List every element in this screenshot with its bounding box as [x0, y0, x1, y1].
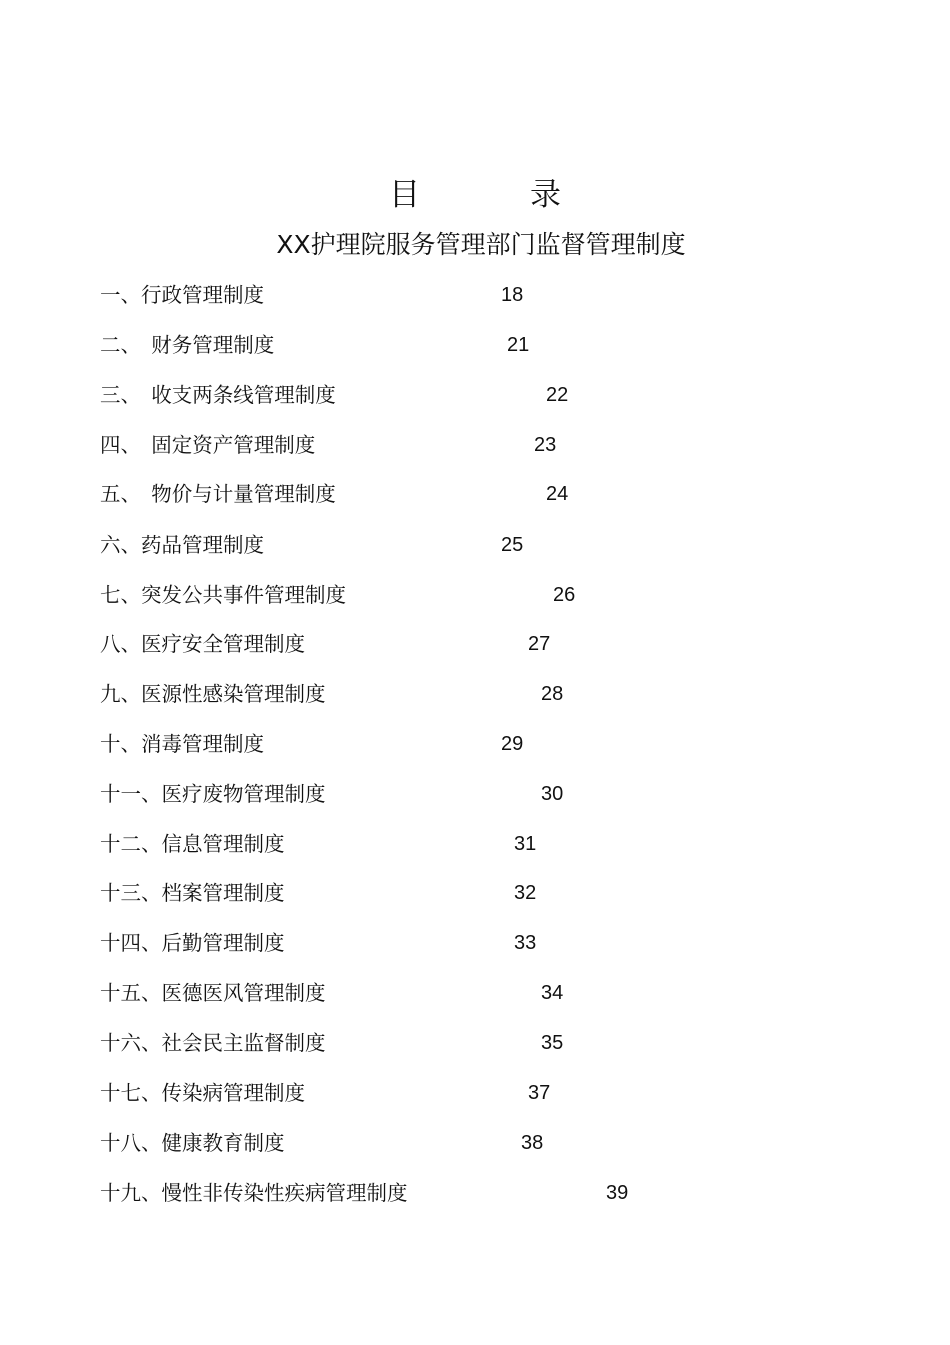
toc-entry-title: 九、医源性感染管理制度: [100, 682, 326, 706]
toc-entry-title: 四、 固定资产管理制度: [100, 433, 316, 457]
toc-entry-title: 一、行政管理制度: [100, 283, 264, 307]
toc-entry-title: 十五、医德医风管理制度: [100, 981, 326, 1005]
document-subtitle: XX护理院服务管理部门监督管理制度: [276, 230, 686, 259]
toc-entry-page-number: 24: [546, 483, 569, 505]
toc-entry-title: 十二、信息管理制度: [100, 832, 285, 856]
toc-entry-title: 十八、健康教育制度: [100, 1131, 285, 1155]
toc-entry-page-number: 27: [528, 633, 551, 655]
toc-entry-title: 二、 财务管理制度: [100, 333, 275, 357]
toc-entry-title: 十六、社会民主监督制度: [100, 1031, 326, 1055]
toc-entry-page-number: 30: [541, 783, 564, 805]
toc-entry-page-number: 37: [528, 1082, 551, 1104]
toc-entry-page-number: 32: [514, 882, 537, 904]
toc-entry-page-number: 39: [606, 1182, 629, 1204]
toc-entry-title: 十一、医疗废物管理制度: [100, 782, 326, 806]
toc-entry-title: 三、 收支两条线管理制度: [100, 383, 336, 407]
toc-entry-page-number: 28: [541, 683, 564, 705]
toc-entry-page-number: 33: [514, 932, 537, 954]
toc-entry-page-number: 22: [546, 384, 569, 406]
toc-entry-page-number: 26: [553, 584, 576, 606]
toc-entry-title: 五、 物价与计量管理制度: [100, 482, 336, 506]
toc-entry-title: 六、药品管理制度: [100, 533, 264, 557]
toc-entry-title: 十九、慢性非传染性疾病管理制度: [100, 1181, 408, 1205]
toc-entry-page-number: 23: [534, 434, 557, 456]
toc-entry-title: 十三、档案管理制度: [100, 881, 285, 905]
toc-entry-page-number: 31: [514, 833, 537, 855]
toc-entry-page-number: 34: [541, 982, 564, 1004]
toc-entry-page-number: 21: [507, 334, 530, 356]
toc-entry-page-number: 18: [501, 284, 524, 306]
toc-heading-left: 目: [389, 177, 420, 213]
toc-entry-title: 十七、传染病管理制度: [100, 1081, 305, 1105]
toc-heading-right: 录: [530, 177, 561, 213]
toc-entry-page-number: 29: [501, 733, 524, 755]
toc-entry-title: 十四、后勤管理制度: [100, 931, 285, 955]
toc-entry-title: 八、医疗安全管理制度: [100, 632, 305, 656]
toc-entry-title: 七、突发公共事件管理制度: [100, 583, 346, 607]
toc-entry-page-number: 38: [521, 1132, 544, 1154]
toc-entry-title: 十、消毒管理制度: [100, 732, 264, 756]
toc-entry-page-number: 35: [541, 1032, 564, 1054]
toc-entry-page-number: 25: [501, 534, 524, 556]
